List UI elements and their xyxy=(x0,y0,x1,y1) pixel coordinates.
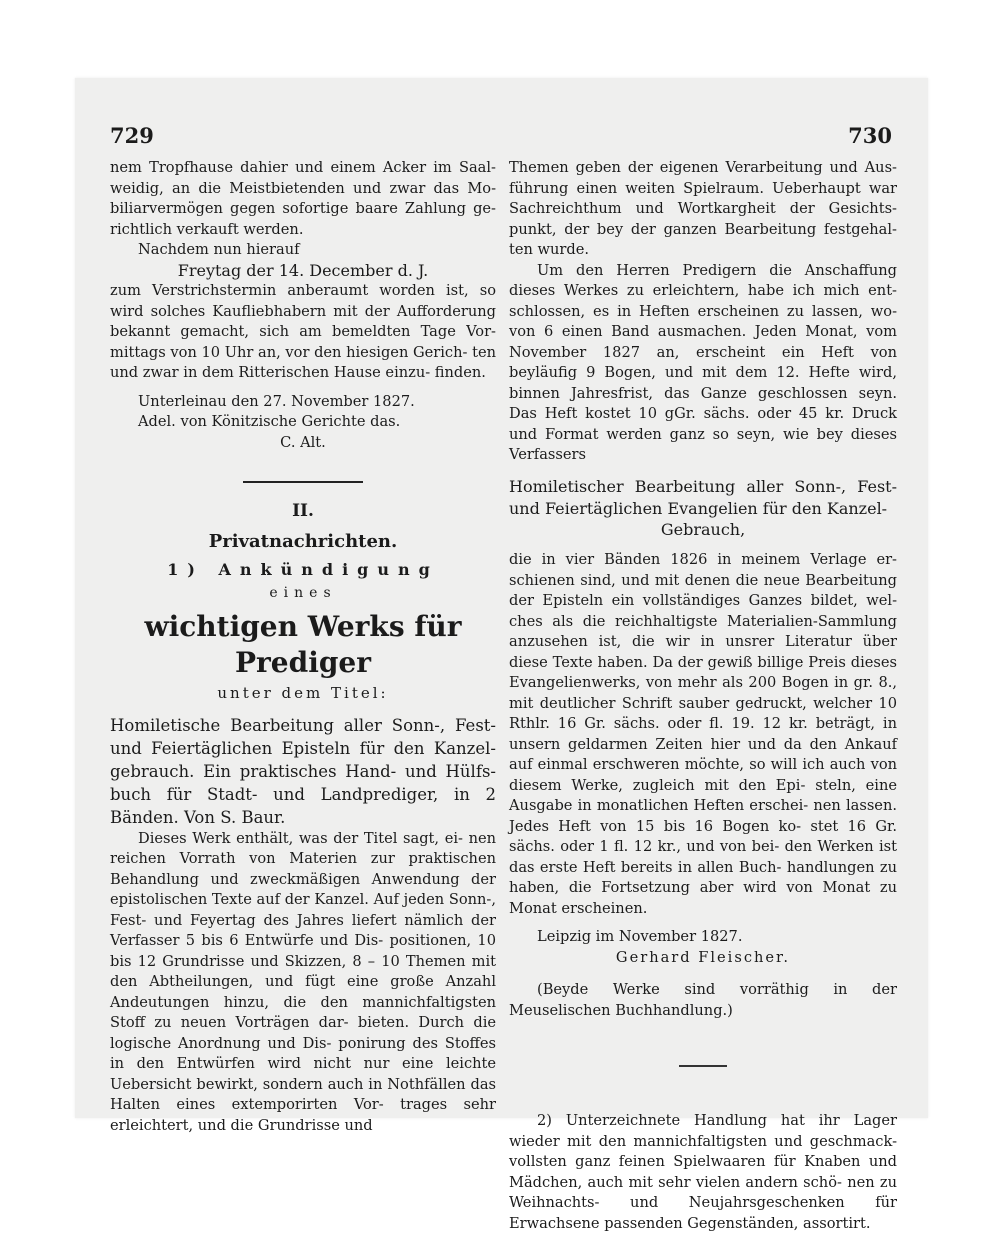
announcement-label: 1) Ankündigung xyxy=(167,560,439,579)
right-column xyxy=(509,158,897,1234)
notice-text: nem Tropfhause dahier und einem Acker im Saal- weidig, an die Meistbietenden und zwar das Mo- biliarvermögen gegen sofortige baare Zahlung ge- richtlich verkauft werden. xyxy=(110,159,496,238)
notice-court: Adel. von Könitzische Gerichte das. xyxy=(138,413,401,430)
publisher-signature: Gerhard Fleischer. xyxy=(615,948,791,966)
evangelien-text: die in vier Bänden 1826 in meinem Verlage er- schienen sind, und mit denen die neue Bearbeitung der Episteln ein vollständiges Ganzes bildet, wel- ches als die reichhaltigste Materialien-Sammlung anzusehen ist, die wir in unsrer Literatur über diese Texte haben. Da der gewiß billige Preis dieses Evangelienwerks, von mehr als 200 Bogen in gr. 8., mit deutlicher Schrift sauber gedruckt, welcher 10 Rthlr. 16 Gr. sächs. oder fl. 19. 12 kr. beträgt, in unsern geldarmen Zeiten hier und da den Ankauf auf einmal erschweren möchte, so will ich auch von diesem Werke, zugleich mit den Epi- steln, eine Ausgabe in monatlichen Heften erschei- nen lassen. Jedes Heft von 15 bis 16 Bogen ko- stet 16 Gr. sächs. oder 1 fl. 12 kr., und von bei- den Werken ist das erste Heft bereits in allen Buch- handlungen zu haben, die Fortsetzung aber wird von Monat zu Monat erscheinen. xyxy=(509,551,898,917)
announcement-title: wichtigen Werks für Prediger xyxy=(144,610,462,679)
announcement-body: Dieses Werk enthält, was der Titel sagt, ei- nen reichen Vorrath von Materien zur praktischen Behandlung und zweckmäßigen Anwendung der epistolischen Texte auf der Kanzel. Auf jeden Sonn-, Fest- und Feyertag des Jahres liefert nämlich der Verfasser 5 bis 6 Entwürfe und Dis- positionen, 10 bis 12 Grundrisse und Skizzen, 8 – 10 Themen mit den Abtheilungen, und fügt eine große Anzahl Andeutungen hinzu, die den mannichfaltigsten Stoff zu neuen Vorträgen dar- bieten. Durch die logische Anordnung und Dis- ponirung des Stoffes in den Entwürfen wird nicht nur eine leichte Uebersicht bewirkt, sondern auch in Nothfällen das Halten eines extemporirten Vor- trages sehr erleichtert, und die Grundrisse und xyxy=(110,829,497,1134)
announcement-subtitle-label: unter dem Titel: xyxy=(217,684,389,702)
evangelien-title: Homiletischer Bearbeitung aller Sonn-, Fest- und Feiertäglichen Evangelien für den Kanzel- xyxy=(509,476,897,518)
section-heading: Privatnachrichten. xyxy=(208,530,398,552)
evangelien-title-end: Gebrauch, xyxy=(660,519,746,539)
section-dash xyxy=(679,1065,727,1067)
availability-note: (Beyde Werke sind vorräthig in der Meuselischen Buchhandlung.) xyxy=(509,981,897,1019)
announcement-eines: eines xyxy=(269,584,337,601)
notice-line: Nachdem nun hierauf xyxy=(138,241,300,258)
announcement-body-cont: Themen geben der eigenen Verarbeitung und Aus- führung einen weiten Spielraum. Ueberhaupt war Sachreichthum und Wortkargheit der Gesichts- punkt, der bey der ganzen Bearbeitung festgehal- ten wurde. xyxy=(509,159,897,258)
page-number-left: 729 xyxy=(110,123,154,148)
notice-date: Freytag der 14. December d. J. xyxy=(177,260,429,280)
notice-place-date: Unterleinau den 27. November 1827. xyxy=(138,392,415,410)
book-title: Homiletische Bearbeitung aller Sonn-, Fest- und Feiertäglichen Episteln für den Kanzel- gebrauch. Ein praktisches Hand- und Hülfs- buch für Stadt- und Landprediger, in 2 Bänden. Von S. Baur. xyxy=(110,715,496,827)
section-divider xyxy=(243,481,363,483)
toy-shop-announcement: 2) Unterzeichnete Handlung hat ihr Lager wieder mit den mannichfaltigsten und geschmack- vollsten ganz feinen Spielwaaren für Knaben und Mädchen, auch mit sehr vielen andern schö- nen zu Weihnachts- und Neujahrsgeschenken für Erwachsene passenden Gegenständen, assortirt. xyxy=(509,1112,898,1232)
notice-text: zum Verstrichstermin anberaumt worden ist, so wird solches Kaufliebhabern mit der Aufforderung bekannt gemacht, sich am bemeldten Tage Vor- mittags von 10 Uhr an, vor den hiesigen Gerich- ten und zwar in dem Ritterischen Hause einzu- finden. xyxy=(110,282,497,381)
notice-signature: C. Alt. xyxy=(280,433,326,451)
publisher-place-date: Leipzig im November 1827. xyxy=(537,928,743,945)
section-number: II. xyxy=(292,501,314,521)
scanned-page xyxy=(75,78,928,1232)
subscription-text: Um den Herren Predigern die Anschaffung dieses Werkes zu erleichtern, habe ich mich ent- schlossen, es in Heften erscheinen zu lassen, wo- von 6 einen Band ausmachen. Jeden Monat, vom November 1827 an, erscheint ein Heft von beyläufig 9 Bogen, und mit dem 12. Hefte wird, binnen Jahresfrist, das Ganze geschlossen seyn. Das Heft kostet 10 gGr. sächs. oder 45 kr. Druck und Format werden ganz so seyn, wie bey dieses Verfassers xyxy=(509,261,897,463)
page-number-right: 730 xyxy=(848,123,892,148)
left-column xyxy=(110,158,496,1136)
